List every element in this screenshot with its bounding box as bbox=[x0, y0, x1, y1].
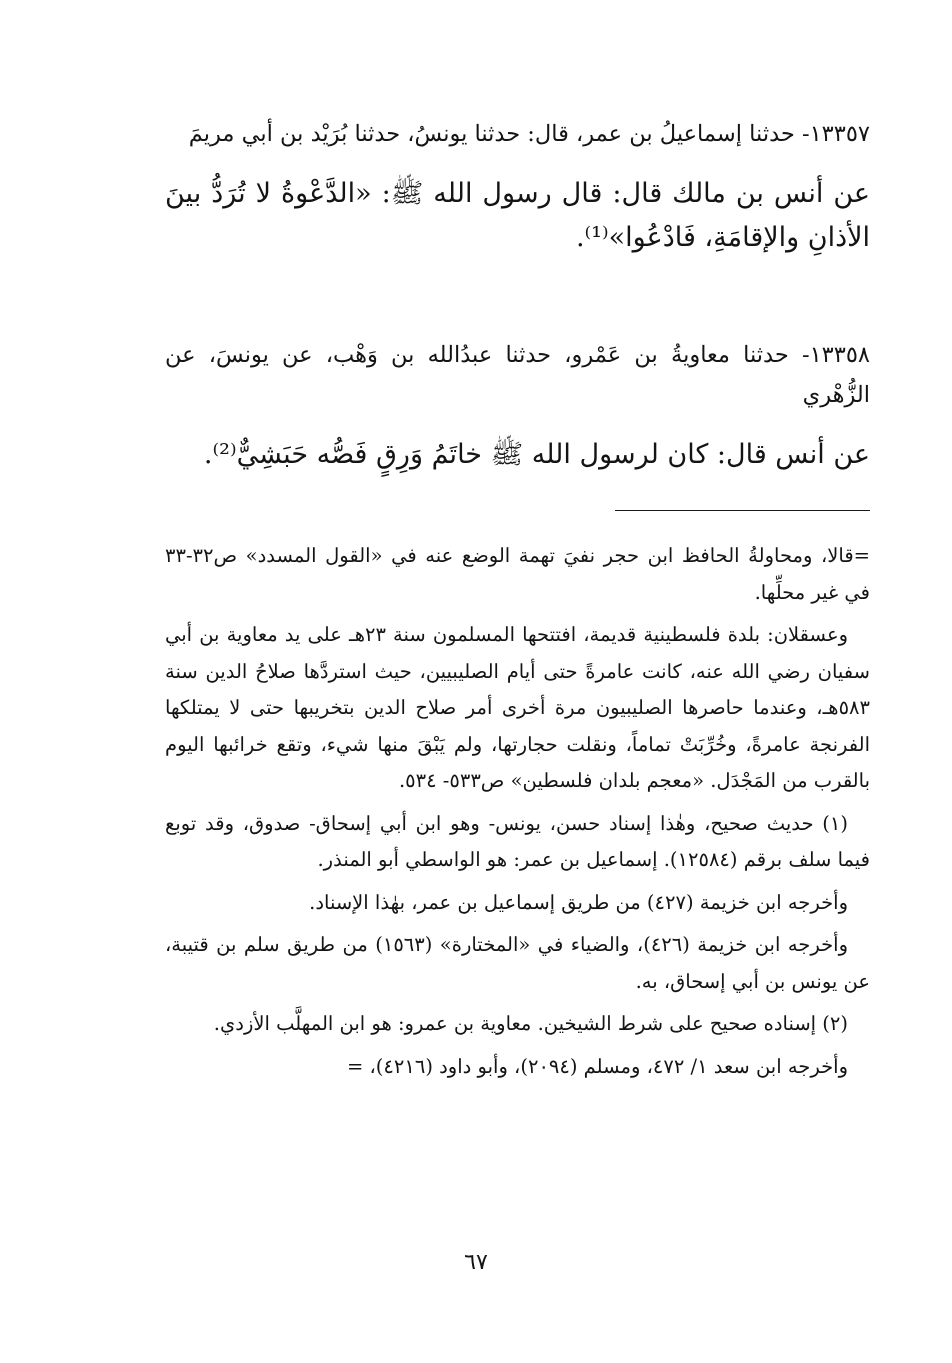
hadith-matn: عن أنس بن مالك قال: قال رسول الله ﷺ: «الدَّعْوةُ لا تُرَدُّ بينَ الأذانِ والإقامَةِ، فَادْعُوا»⁽¹⁾. bbox=[165, 178, 870, 253]
footnote-2-extra: وأخرجه ابن سعد ١/ ٤٧٢، ومسلم (٢٠٩٤)، وأبو داود (٤٢١٦)، = bbox=[346, 1054, 848, 1078]
footnote-separator bbox=[615, 510, 870, 511]
footnote-asqalan: وعسقلان: بلدة فلسطينية قديمة، افتتحها المسلمون سنة ٢٣هـ على يد معاوية بن أبي سفيان رضي الله عنه، كانت عامرةً حتى أيام الصليبيين، حيث استردَّها صلاحُ الدين سنة ٥٨٣هـ، وعندما حاصرها الصليبيون مرة أخرى أمر صلاح الدين بتخريبها حتى لا يمتلكها الفرنجة عامرةً، وخُرِّبَتْ تماماً، ونقلت حجارتها، ولم يَبْقَ منها شيء، وتقع خرائبها اليوم بالقرب من المَجْدَل. «معجم بلدان فلسطين» ص٥٣٣- ٥٣٤. bbox=[165, 623, 870, 792]
footnote-1: (١) حديث صحيح، وهٰذا إسناد حسن، يونس- وهو ابن أبي إسحاق- صدوق، وقد توبع فيما سلف برقم (١٢٥٨٤). إسماعيل بن عمر: هو الواسطي أبو المنذر. bbox=[165, 811, 870, 871]
footnote-2: (٢) إسناده صحيح على شرط الشيخين. معاوية بن عمرو: هو ابن المهلَّب الأزدي. bbox=[213, 1012, 848, 1035]
footnote-continued: =قالا، ومحاولةُ الحافظ ابن حجر نفيَ تهمة الوضع عنه في «القول المسدد» ص٣٢-٣٣ في غير محلِّها. bbox=[165, 544, 870, 604]
hadith-isnad: ١٣٣٥٨- حدثنا معاويةُ بن عَمْرو، حدثنا عبدُالله بن وَهْب، عن يونسَ، عن الزُّهْري bbox=[165, 342, 870, 408]
page-number: ٦٧ bbox=[464, 1250, 488, 1275]
footnote-1-extra: وأخرجه ابن خزيمة (٤٢٦)، والضياء في «المختارة» (١٥٦٣) من طريق سلم بن قتيبة، عن يونس بن أبي إسحاق، به. bbox=[165, 933, 870, 993]
hadith-13358 bbox=[165, 335, 870, 477]
hadith-isnad: ١٣٣٥٧- حدثنا إسماعيلُ بن عمر، قال: حدثنا يونسُ، حدثنا بُرَيْد بن أبي مريمَ bbox=[188, 121, 870, 147]
footnotes bbox=[165, 538, 870, 1085]
hadith-matn: عن أنس قال: كان لرسول الله ﷺ خاتَمُ وَرِقٍ فَصُّه حَبَشِيٌّ⁽²⁾. bbox=[203, 439, 870, 470]
hadith-13357 bbox=[165, 114, 870, 260]
footnote-1-extra: وأخرجه ابن خزيمة (٤٢٧) من طريق إسماعيل بن عمر، بهٰذا الإسناد. bbox=[309, 890, 848, 914]
